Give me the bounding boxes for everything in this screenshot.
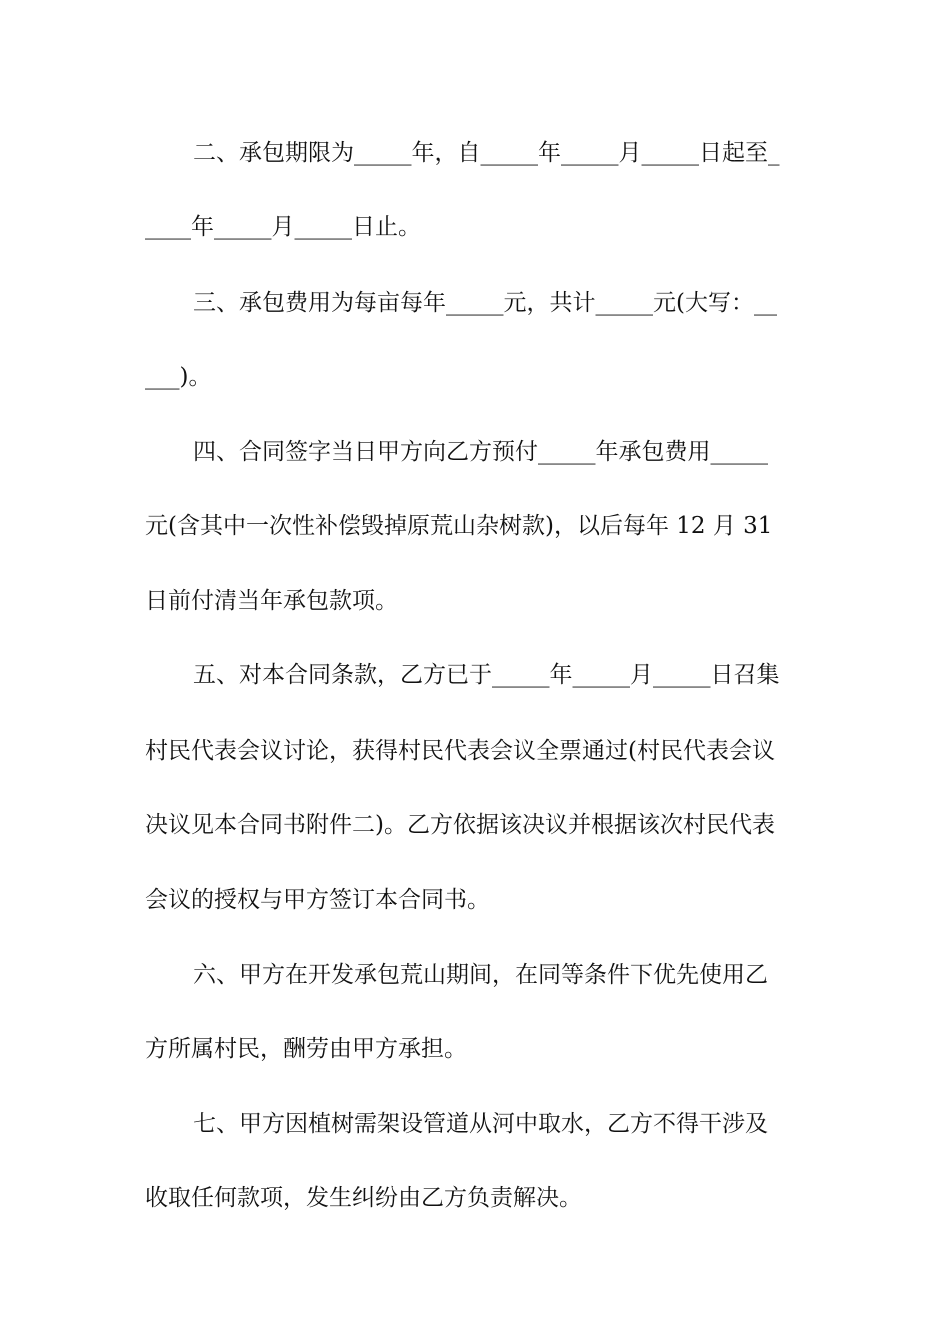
clause-5-line-4: 会议的授权与甲方签订本合同书。	[145, 887, 490, 913]
clause-7-line-1: 七、甲方因植树需架设管道从河中取水，乙方不得干涉及	[193, 1111, 768, 1137]
clause-6-line-2: 方所属村民，酬劳由甲方承担。	[145, 1036, 467, 1062]
clause-2-line-1: 二、承包期限为_____年，自_____年_____月_____日起至_	[193, 140, 780, 166]
clause-3-line-2: ___)。	[145, 364, 212, 390]
clause-5-line-1: 五、对本合同条款，乙方已于_____年_____月_____日召集	[193, 662, 780, 688]
clause-4-line-3: 日前付清当年承包款项。	[145, 588, 398, 614]
clause-5-line-2: 村民代表会议讨论，获得村民代表会议全票通过(村民代表会议	[145, 738, 775, 764]
clause-4-line-1: 四、合同签字当日甲方向乙方预付_____年承包费用_____	[193, 439, 768, 465]
clause-7-line-2: 收取任何款项，发生纠纷由乙方负责解决。	[145, 1185, 582, 1211]
clause-3-line-1: 三、承包费用为每亩每年_____元，共计_____元(大写：__	[193, 290, 777, 316]
clause-6-line-1: 六、甲方在开发承包荒山期间，在同等条件下优先使用乙	[193, 962, 768, 988]
clause-4-line-2: 元(含其中一次性补偿毁掉原荒山杂树款)，以后每年 12 月 31	[145, 513, 773, 539]
clause-2-line-2: ____年_____月_____日止。	[145, 214, 421, 240]
clause-5-line-3: 决议见本合同书附件二)。乙方依据该决议并根据该次村民代表	[145, 812, 775, 838]
